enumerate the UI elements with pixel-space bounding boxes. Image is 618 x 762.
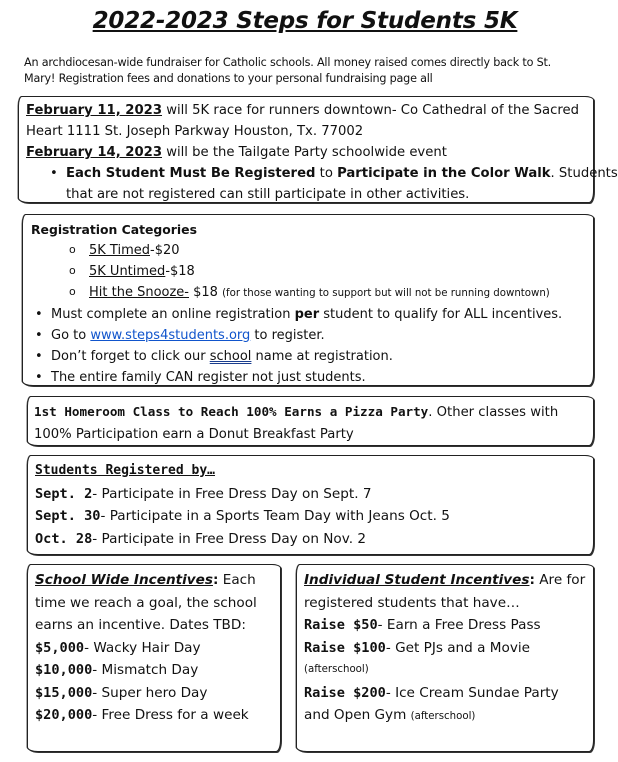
- incentive-note: (afterschool): [304, 664, 369, 675]
- race-line: [26, 100, 585, 121]
- incentive-text: - Free Dress for a week: [92, 707, 249, 723]
- raise-amount: Raise $100: [304, 639, 386, 656]
- bullet-mid-text: to: [315, 166, 338, 181]
- tailgate-date: February 14, 2023: [26, 145, 162, 160]
- school-word: school: [209, 349, 252, 364]
- bullet-text: Must complete an online registration: [51, 307, 295, 322]
- homeroom-rest: . Other classes with: [428, 405, 559, 420]
- bullet-rest-text: . Students: [550, 166, 618, 181]
- color-walk-text: Participate in the Color Walk: [337, 166, 551, 181]
- category-item: [69, 240, 585, 261]
- must-register-text: Each Student Must Be Registered: [66, 166, 316, 181]
- registered-by-box: [27, 455, 594, 555]
- registration-bullet: [31, 346, 585, 367]
- deadline-date: Sept. 2: [35, 485, 93, 502]
- incentive-item: [35, 637, 276, 660]
- incentive-item: [35, 704, 276, 727]
- homeroom-line-2: 100% Participation earn a Donut Breakfast Party: [34, 427, 354, 442]
- category-note: (for those wanting to support but will not be running downtown): [222, 288, 550, 299]
- deadline-date: Oct. 28: [35, 530, 93, 547]
- registration-bullet: [31, 325, 585, 346]
- intro-line-2: Mary! Registration fees and donations to your personal fundraising page all: [24, 72, 433, 85]
- school-incentives-intro: Each: [218, 572, 256, 588]
- individual-incentives-box: [296, 564, 594, 752]
- deadline-text: - Participate in Free Dress Day on Nov. 2: [92, 530, 367, 547]
- race-address: Heart 1111 St. Joseph Parkway Houston, Tx. 77002: [26, 124, 364, 139]
- incentive-text: - Earn a Free Dress Pass: [377, 617, 541, 633]
- homeroom-box: [27, 396, 594, 446]
- events-box: [18, 96, 618, 203]
- tailgate-line: [26, 142, 585, 163]
- category-price: -$18: [165, 264, 195, 279]
- color-walk-bullet: [46, 163, 618, 184]
- bullet-text: Don’t forget to click our: [51, 349, 210, 364]
- incentive-text: and Open Gym: [304, 707, 411, 723]
- raise-amount: Raise $50: [304, 617, 378, 633]
- deadline-date: Sept. 30: [35, 508, 101, 524]
- bullet-text: to register.: [250, 328, 325, 343]
- category-item: [69, 282, 585, 304]
- school-incentives-line-1: [35, 569, 276, 592]
- bullet-text: student to qualify for ALL incentives.: [319, 307, 563, 322]
- goal-amount: $20,000: [35, 707, 93, 723]
- individual-incentives-intro: Are for: [534, 572, 586, 588]
- incentive-text: - Wacky Hair Day: [84, 639, 201, 656]
- deadline-text: - Participate in Free Dress Day on Sept. 7: [92, 485, 372, 502]
- category-name: 5K Timed: [89, 243, 150, 258]
- individual-incentives-intro: registered students that have…: [304, 594, 520, 611]
- category-price: $18: [189, 285, 223, 300]
- category-item: [69, 261, 585, 282]
- incentive-item: [304, 682, 589, 705]
- school-incentives-intro: time we reach a goal, the school: [35, 594, 257, 611]
- individual-incentives-heading: Individual Student Incentives: [304, 572, 530, 588]
- race-text: will 5K race for runners downtown- Co Cathedral of the Sacred: [162, 103, 579, 118]
- pizza-party-text: 1st Homeroom Class to Reach 100% Earns a Pizza Party: [34, 404, 429, 419]
- bullet-text: name at registration.: [251, 349, 393, 364]
- bullet-bold: per: [294, 307, 320, 322]
- goal-amount: $10,000: [35, 662, 93, 678]
- school-incentives-intro: earns an incentive. Dates TBD:: [35, 617, 246, 633]
- registered-by-row: [35, 483, 587, 506]
- registration-bullet: • The entire family CAN register not just students.: [31, 367, 585, 388]
- incentive-item: [304, 637, 589, 660]
- tailgate-text: will be the Tailgate Party schoolwide event: [162, 145, 447, 160]
- raise-amount: Raise $200: [304, 684, 386, 701]
- registered-by-row: [35, 528, 587, 551]
- incentive-text: - Get PJs and a Movie: [385, 639, 531, 656]
- registered-by-row: [35, 505, 587, 528]
- incentive-item: [35, 659, 276, 682]
- registration-bullet: [31, 304, 585, 325]
- category-name: 5K Untimed: [89, 264, 166, 279]
- goal-amount: $15,000: [35, 684, 93, 701]
- incentive-item: [304, 614, 589, 637]
- register-link[interactable]: www.steps4students.org: [90, 328, 251, 343]
- registration-heading: Registration Categories: [31, 222, 197, 237]
- heading-colon: :: [529, 572, 535, 588]
- homeroom-line-1: [34, 401, 587, 424]
- race-date: February 11, 2023: [26, 103, 162, 118]
- school-incentives-box: [27, 564, 281, 752]
- incentive-text: - Mismatch Day: [92, 662, 199, 678]
- bullet-text: Go to: [51, 328, 91, 343]
- incentive-item: [35, 682, 276, 705]
- page-title: 2022-2023 Steps for Students 5K: [92, 8, 518, 34]
- incentive-text: - Super hero Day: [92, 684, 208, 701]
- intro-line-1: An archdiocesan-wide fundraiser for Catholic schools. All money raised comes directly back to St.: [24, 56, 552, 69]
- individual-incentives-line-1: [304, 569, 589, 592]
- intro-paragraph: [24, 55, 594, 87]
- deadline-text: - Participate in a Sports Team Day with Jeans Oct. 5: [100, 508, 450, 524]
- goal-amount: $5,000: [35, 639, 85, 656]
- incentive-text: - Ice Cream Sundae Party: [385, 684, 559, 701]
- category-price: -$20: [150, 243, 180, 258]
- school-incentives-heading: School Wide Incentives: [35, 572, 213, 588]
- color-walk-bullet-cont: that are not registered can still participate in other activities.: [66, 187, 470, 202]
- incentive-item-cont: [304, 704, 589, 729]
- registration-box: [22, 214, 594, 386]
- heading-colon: :: [212, 572, 219, 588]
- registered-by-heading: Students Registered by…: [35, 463, 216, 478]
- incentive-note: (afterschool): [410, 711, 476, 722]
- category-name: Hit the Snooze-: [89, 285, 189, 300]
